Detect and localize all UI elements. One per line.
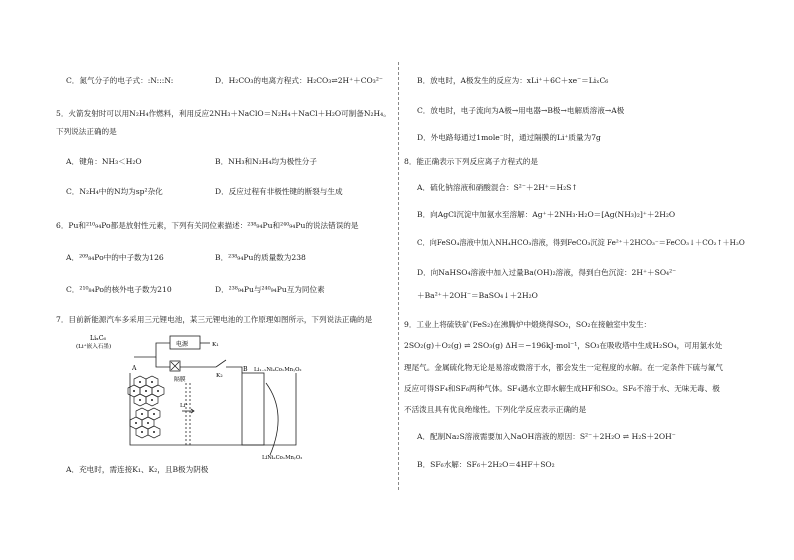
anode-note: (Li⁺嵌入石墨) bbox=[76, 344, 112, 350]
q5-option-d: D．反应过程有非极性键的断裂与生成 bbox=[215, 187, 343, 196]
q6-option-a: A．²⁰⁹₈₄Po中的中子数为126 bbox=[66, 253, 164, 262]
column-divider bbox=[398, 62, 399, 490]
membrane-label: 隔膜 bbox=[174, 377, 186, 383]
q9-stem-line4: 反应可得SF₄和SF₆两种气体。SF₄遇水立即水解生成HF和SO₂。SF₆不溶于水、无味无毒、极 bbox=[404, 384, 720, 393]
q9-option-a: A．配制Na₂S溶液需要加入NaOH溶液的原因：S²⁻＋2H₂O ⇌ H₂S＋2OH⁻ bbox=[417, 432, 676, 441]
cathode-top-formula: Li₁₋ₓNiₐCoₓMnᵧO₂ bbox=[254, 367, 302, 373]
q6-option-b: B．²³⁸₉₄Pu的质量数为238 bbox=[215, 253, 306, 262]
q5-option-a: A．键角：NH₃＜H₂O bbox=[66, 157, 142, 166]
q5-stem-line2: 下列说法正确的是 bbox=[56, 127, 117, 136]
q8-option-a: A．硫化钠溶液和硝酸混合：S²⁻＋2H⁺＝H₂S↑ bbox=[417, 183, 578, 192]
li-ion-label: Li⁺ bbox=[180, 403, 189, 409]
label-a: A bbox=[132, 365, 137, 372]
q8-stem: 8．能正确表示下列反应离子方程式的是 bbox=[404, 157, 538, 166]
q9-stem-line1: 9．工业上将硫铁矿(FeS₂)在沸腾炉中煅烧得SO₂，SO₂在接触室中发生： bbox=[404, 320, 652, 329]
q8-option-d-line1: D．向NaHSO₄溶液中加入过量Ba(OH)₂溶液，得到白色沉淀：2H⁺＋SO₄²⁻ bbox=[417, 268, 677, 277]
power-supply-label: 电源 bbox=[176, 341, 189, 348]
q6-stem: 6．Pu和²¹⁰₉₄Po都是放射性元素，下列有关同位素描述：²³⁸₉₄Pu和²⁴⁰₉₄Pu的说法错误的是 bbox=[56, 221, 359, 230]
k2-label: K₂ bbox=[216, 373, 223, 379]
q7-option-c: C．放电时，电子流向为A极→用电器→B极→电解质溶液→A极 bbox=[417, 106, 625, 115]
cathode-bottom-formula: LiNiₐCoₓMnᵧO₂ bbox=[262, 455, 303, 461]
q9-stem-line2: 2SO₂(g)＋O₂(g) ⇌ 2SO₃(g) ΔH＝−196kJ·mol⁻¹，SO₃在吸收塔中生成H₂SO₄，可用氯水处 bbox=[404, 341, 723, 350]
q6-option-c: C．²¹⁰₈₄Po的核外电子数为210 bbox=[66, 285, 172, 294]
anode-formula: LiₓC₆ bbox=[90, 335, 106, 342]
q9-stem-line3: 理尾气。金属硫化物无论是易溶或微溶于水，都会发生一定程度的水解。在一定条件下硫与氟气 bbox=[404, 363, 723, 372]
q9-option-b: B．SF₆水解：SF₆＋2H₂O＝4HF＋SO₂ bbox=[417, 460, 555, 469]
label-b: B bbox=[243, 366, 248, 373]
q6-option-d: D．²³⁸₉₄Pu与²⁴⁰₉₄Pu互为同位素 bbox=[215, 285, 325, 294]
q9-stem-line5: 不活泼且具有优良绝缘性。下列化学反应表示正确的是 bbox=[404, 405, 587, 414]
battery-diagram bbox=[74, 333, 314, 461]
q8-option-c: C．向FeSO₄溶液中加入NH₄HCO₃溶液，得到FeCO₃沉淀 Fe²⁺＋2HCO₃⁻＝FeCO₃↓＋CO₂↑＋H₂O bbox=[417, 238, 745, 247]
q7-option-a: A．充电时，需连接K₁、K₂，且B极为阴极 bbox=[66, 465, 209, 474]
q5-option-c: C．N₂H₄中的N均为sp²杂化 bbox=[66, 187, 163, 196]
q5-stem-line1: 5．火箭发射时可以用N₂H₄作燃料，利用反应2NH₃＋NaClO＝N₂H₄＋NaCl＋H₂O可制备N₂H₄。 bbox=[56, 109, 391, 118]
q5-option-b: B．NH₃和N₂H₄均为极性分子 bbox=[215, 157, 317, 166]
q7-stem: 7．目前新能源汽车多采用三元锂电池，某三元锂电池的工作原理如图所示，下列说法正确的是 bbox=[56, 315, 373, 324]
k1-label: K₁ bbox=[212, 342, 219, 348]
q4-option-c: C．氮气分子的电子式：:N:::N: bbox=[66, 76, 174, 85]
q7-option-d: D．外电路每通过1mole⁻时，通过隔膜的Li⁺质量为7g bbox=[417, 133, 601, 142]
q8-option-b: B．向AgCl沉淀中加氨水至溶解：Ag⁺＋2NH₃·H₂O＝[Ag(NH₃)₂]⁺＋2H₂O bbox=[417, 210, 676, 219]
q7-option-b: B．放电时，A极发生的反应为：xLi⁺＋6C＋xe⁻＝LiₓC₆ bbox=[417, 76, 609, 85]
q4-option-d: D．H₂CO₃的电离方程式：H₂CO₃⇌2H⁺＋CO₃²⁻ bbox=[215, 76, 383, 85]
q8-option-d-line2: ＋Ba²⁺＋2OH⁻＝BaSO₄↓＋2H₂O bbox=[417, 291, 538, 300]
